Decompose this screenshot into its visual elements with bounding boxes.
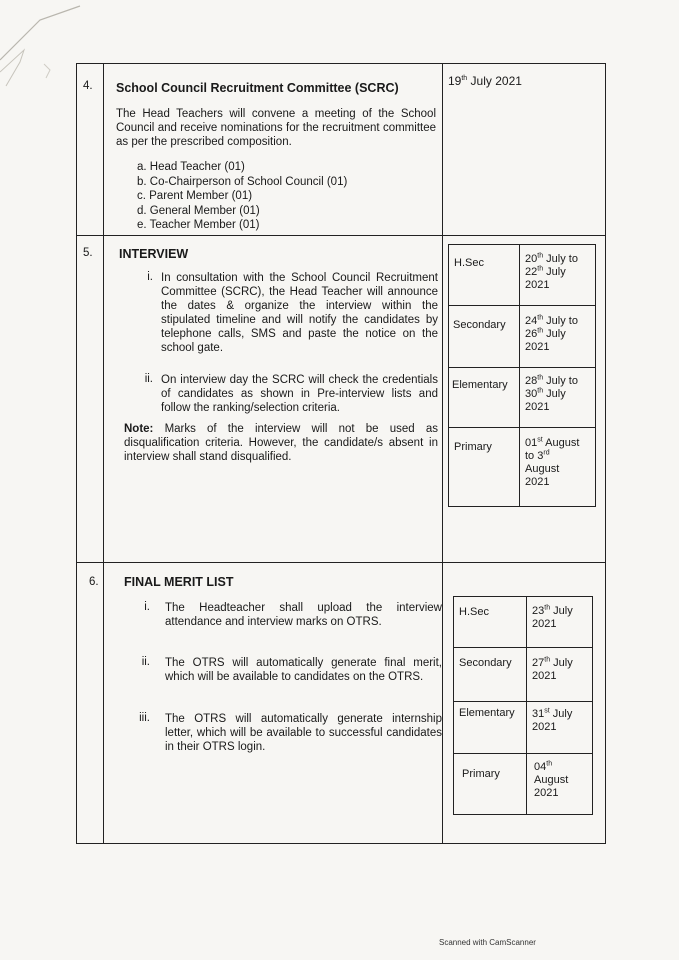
date-part: July — [543, 266, 566, 278]
list-item: b. Co-Chairperson of School Council (01) — [137, 175, 348, 188]
schedule-date — [534, 761, 592, 800]
row-title: INTERVIEW — [119, 247, 189, 261]
merit-item: The OTRS will automatically generate final merit, which will be available to candidates on the OTRS. — [165, 657, 442, 683]
date-part: 04 — [534, 761, 547, 773]
date-part: July to — [543, 375, 578, 387]
interview-note — [124, 422, 438, 464]
scanner-watermark: Scanned with CamScanner — [439, 938, 536, 947]
note-label: Note: — [124, 423, 154, 435]
date-part: 2021 — [525, 279, 550, 291]
date-part: July to — [543, 253, 578, 265]
schedule-date — [525, 437, 595, 489]
schedule-date — [532, 605, 592, 631]
date-part: 2021 — [532, 670, 557, 682]
schedule-date — [525, 375, 595, 414]
schedule-table — [76, 63, 606, 844]
item-number: ii. — [141, 656, 150, 668]
date-suffix: th — [537, 314, 544, 322]
date-part: August — [534, 774, 569, 786]
date-suffix: th — [544, 604, 551, 612]
row-number: 4. — [83, 80, 93, 92]
date-part: 24 — [525, 315, 538, 327]
list-item: a. Head Teacher (01) — [137, 161, 245, 173]
merit-item: The OTRS will automatically generate internship letter, which will be available to successful candidates in their OTRS login. — [165, 713, 442, 753]
row-number: 5. — [83, 247, 93, 259]
date-part: 31 — [532, 708, 545, 720]
item-number: i. — [147, 271, 153, 283]
schedule-date — [532, 657, 592, 683]
row-date — [448, 74, 522, 88]
date-suffix: th — [537, 387, 544, 395]
date-suffix: rd — [543, 449, 550, 457]
date-part: July — [549, 708, 573, 720]
schedule-level: Secondary — [459, 657, 512, 669]
date-part: July to — [543, 315, 578, 327]
row-title: School Council Recruitment Committee (SCRC) — [116, 81, 399, 95]
schedule-date — [532, 708, 592, 734]
date-day: 19 — [448, 74, 462, 88]
schedule-level: Secondary — [453, 319, 506, 331]
date-part: 23 — [532, 605, 545, 617]
note-text: Marks of the interview will not be used as disqualification criteria. However, the candidate/s absent in interview shall stand disqualified. — [124, 423, 438, 463]
schedule-level: H.Sec — [459, 606, 489, 618]
interview-item: On interview day the SCRC will check the credentials of candidates as shown in Pre-interview lists and follow the ranking/selection criteria. — [161, 374, 438, 414]
date-part: August — [525, 463, 560, 475]
merit-schedule — [453, 596, 593, 815]
list-item: e. Teacher Member (01) — [137, 219, 260, 231]
item-number: iii. — [139, 712, 150, 724]
date-suffix: th — [544, 656, 551, 664]
merit-item: The Headteacher shall upload the interview attendance and interview marks on OTRS. — [165, 602, 442, 628]
date-part: July — [550, 657, 573, 669]
date-part: July — [543, 328, 566, 340]
schedule-level: Elementary — [459, 707, 515, 719]
schedule-level: Primary — [462, 768, 500, 780]
date-rest: July 2021 — [470, 74, 522, 88]
schedule-level: Elementary — [452, 379, 508, 391]
item-number: ii. — [144, 373, 153, 385]
row-intro: The Head Teachers will convene a meeting of the School Council and receive nominations for the recruitment committee as per the prescribed composition. — [116, 108, 436, 148]
date-part: 2021 — [534, 787, 559, 799]
date-part: 2021 — [532, 721, 557, 733]
item-number: i. — [144, 601, 150, 613]
date-suffix: th — [537, 265, 544, 273]
date-part: 2021 — [525, 341, 550, 353]
date-part: 2021 — [532, 618, 557, 630]
composition-list — [137, 160, 347, 233]
date-part: 01 — [525, 437, 538, 449]
date-suffix: th — [537, 374, 544, 382]
date-suffix: st — [544, 707, 550, 715]
list-item: c. Parent Member (01) — [137, 190, 253, 202]
date-part: July — [543, 388, 566, 400]
date-suffix: th — [537, 327, 544, 335]
date-part: 2021 — [525, 401, 550, 413]
date-suffix: th — [537, 252, 544, 260]
list-item: d. General Member (01) — [137, 204, 260, 217]
schedule-date — [525, 253, 595, 292]
schedule-date — [525, 315, 595, 354]
date-suffix: th — [461, 75, 468, 82]
date-part: July — [550, 605, 573, 617]
date-part: 2021 — [525, 476, 550, 488]
date-part: 20 — [525, 253, 538, 265]
row-title: FINAL MERIT LIST — [124, 575, 234, 589]
date-part: 28 — [525, 375, 538, 387]
interview-item: In consultation with the School Council Recruitment Committee (SCRC), the Head Teacher will announce the dates & organize the interview within the stipulated timeline and will notify the candidates by telephone calls, SMS and paste the notice on the school gate. — [161, 272, 438, 354]
date-part: 30 — [525, 388, 538, 400]
row-number: 6. — [89, 576, 99, 588]
schedule-level: H.Sec — [454, 257, 484, 269]
interview-schedule — [448, 244, 596, 507]
date-part: August — [542, 437, 580, 449]
date-suffix: th — [546, 760, 553, 768]
schedule-level: Primary — [454, 441, 492, 453]
date-part: to 3 — [525, 450, 544, 462]
date-part: 27 — [532, 657, 545, 669]
date-part: 22 — [525, 266, 538, 278]
date-suffix: st — [537, 436, 543, 444]
date-part: 26 — [525, 328, 538, 340]
